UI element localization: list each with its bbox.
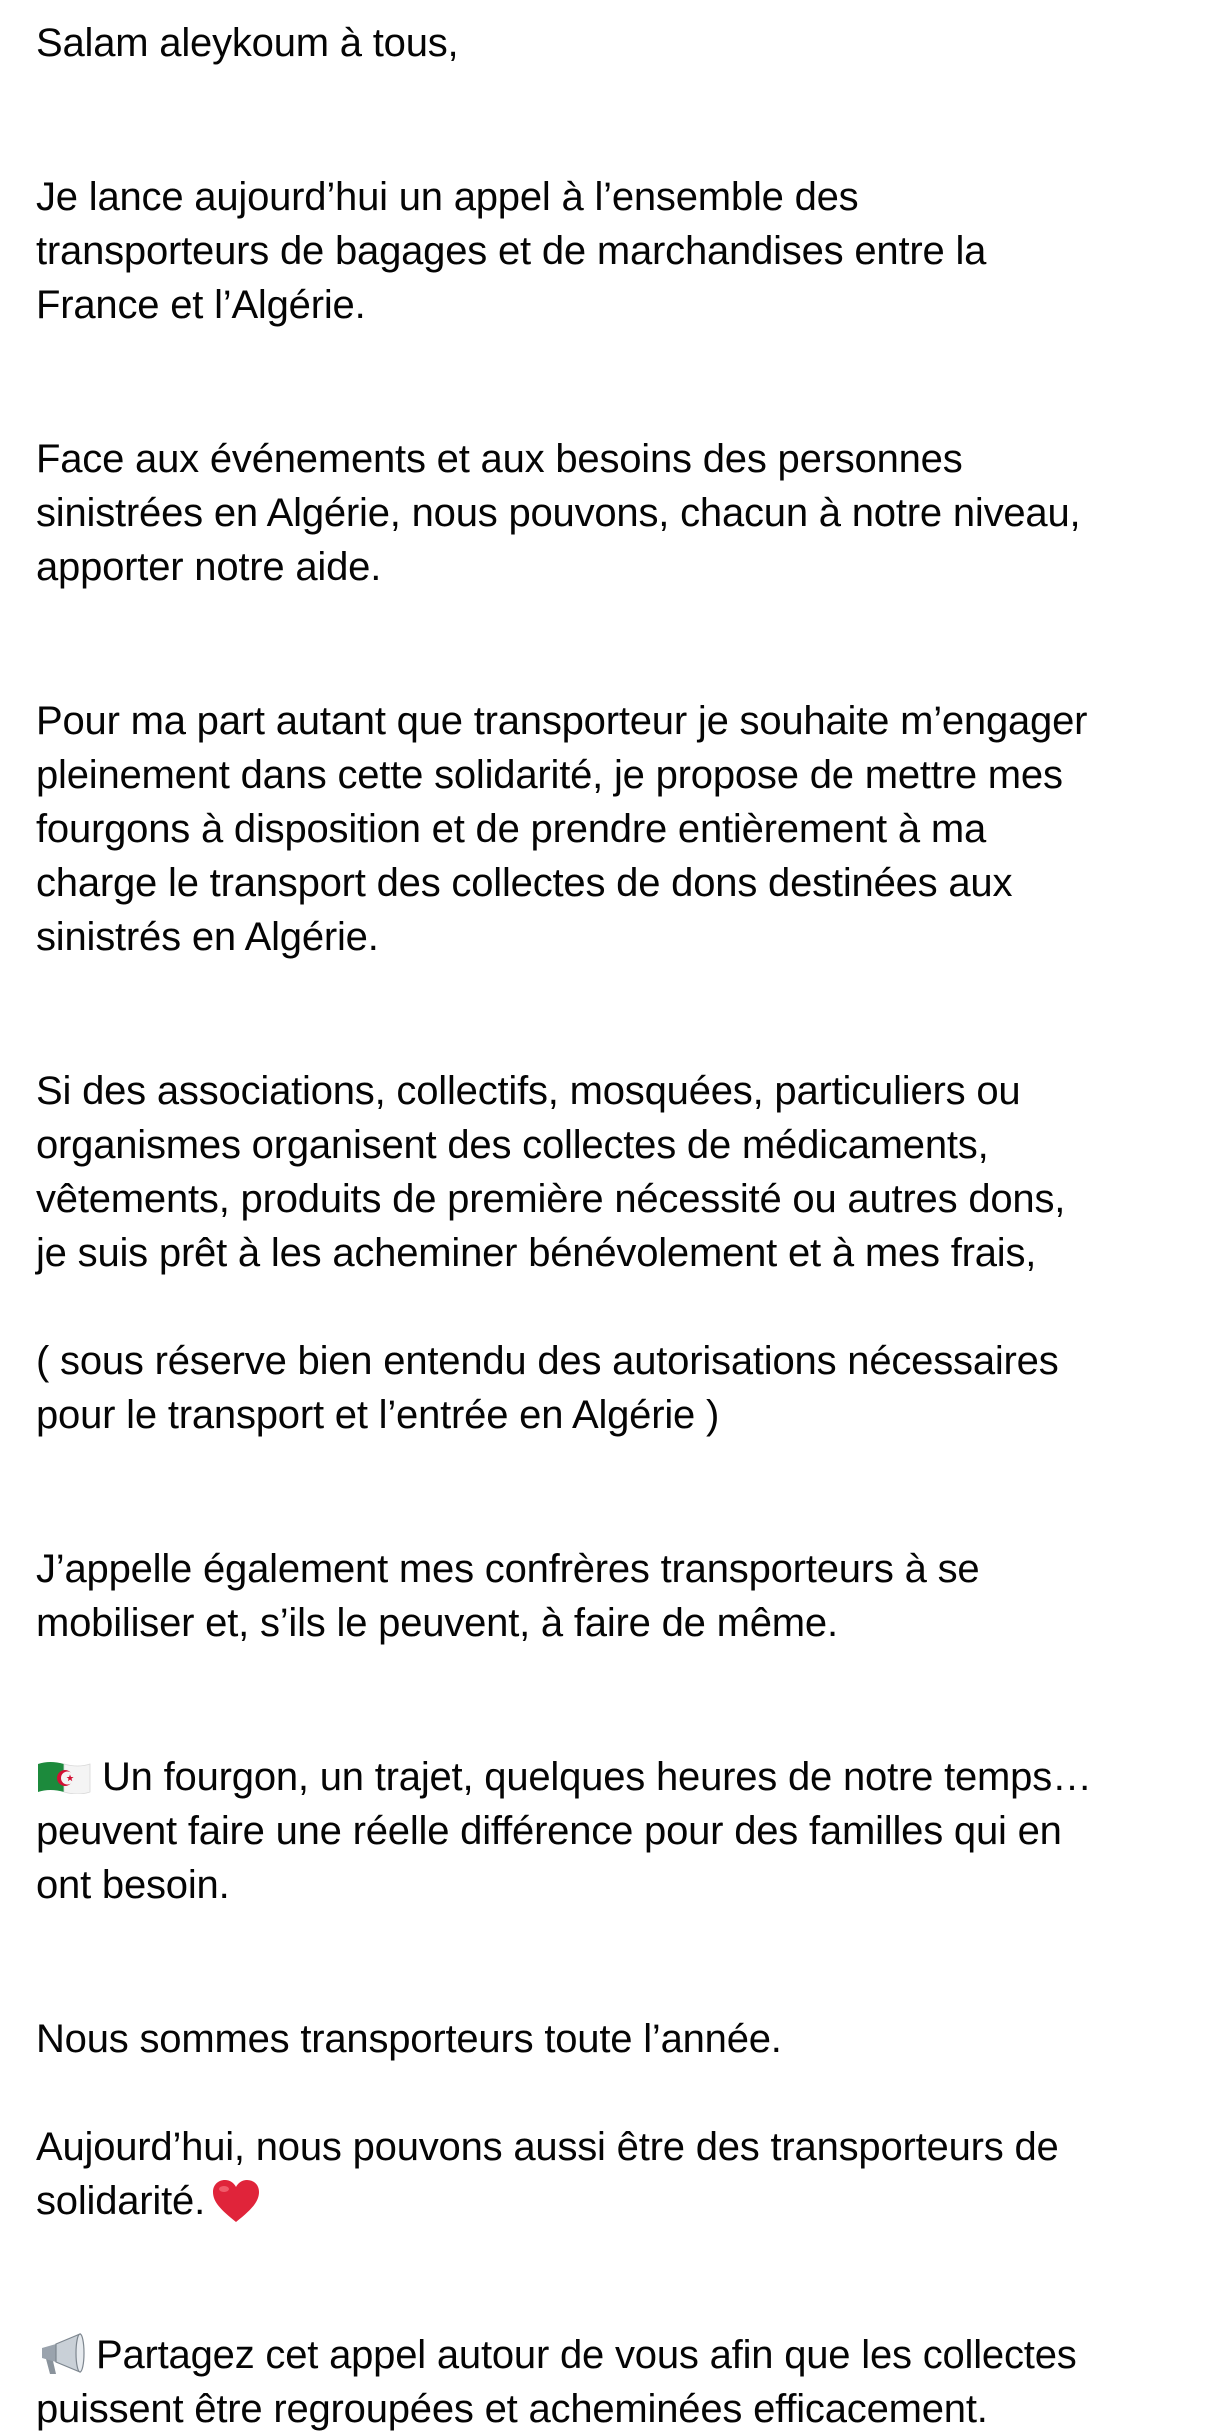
paragraph-7-line-1-text: Un fourgon, un trajet, quelques heures de notre temps… bbox=[102, 1755, 1092, 1799]
paragraph-10-line-2: puissent être regroupées et acheminées efficacement. bbox=[36, 2387, 988, 2431]
megaphone-icon bbox=[36, 2332, 88, 2378]
paragraph-6-line-1: J’appelle également mes confrères transporteurs à se bbox=[36, 1547, 980, 1591]
paragraph-2-line-2: sinistrées en Algérie, nous pouvons, chacun à notre niveau, bbox=[36, 491, 1081, 535]
paragraph-7-line-3: ont besoin. bbox=[36, 1863, 230, 1907]
paragraph-6-line-2: mobiliser et, s’ils le peuvent, à faire de même. bbox=[36, 1601, 838, 1645]
algeria-flag-icon bbox=[36, 1760, 92, 1794]
paragraph-4-line-1: Si des associations, collectifs, mosquées, particuliers ou bbox=[36, 1069, 1021, 1113]
paragraph-1-line-3: France et l’Algérie. bbox=[36, 283, 366, 327]
paragraph-3-line-5: sinistrés en Algérie. bbox=[36, 915, 379, 959]
paragraph-10-line-1 bbox=[36, 2328, 1077, 2382]
paragraph-9-line-1: Aujourd’hui, nous pouvons aussi être des transporteurs de bbox=[36, 2125, 1059, 2169]
paragraph-3-line-3: fourgons à disposition et de prendre entièrement à ma bbox=[36, 807, 986, 851]
greeting-text: Salam aleykoum à tous, bbox=[36, 21, 459, 65]
paragraph-2-line-1: Face aux événements et aux besoins des personnes bbox=[36, 437, 963, 481]
red-heart-icon bbox=[211, 2178, 261, 2224]
paragraph-4-line-3: vêtements, produits de première nécessité ou autres dons, bbox=[36, 1177, 1066, 1221]
paragraph-3-line-2: pleinement dans cette solidarité, je propose de mettre mes bbox=[36, 753, 1063, 797]
paragraph-9-line-2-text: solidarité. bbox=[36, 2179, 205, 2223]
paragraph-7-line-2: peuvent faire une réelle différence pour des familles qui en bbox=[36, 1809, 1062, 1853]
paragraph-4-line-4: je suis prêt à les acheminer bénévolement et à mes frais, bbox=[36, 1231, 1037, 1275]
paragraph-7-line-1 bbox=[36, 1750, 1092, 1804]
paragraph-3-line-1: Pour ma part autant que transporteur je souhaite m’engager bbox=[36, 699, 1088, 743]
paragraph-10-line-1-text: Partagez cet appel autour de vous afin que les collectes bbox=[96, 2333, 1077, 2377]
paragraph-2-line-3: apporter notre aide. bbox=[36, 545, 382, 589]
paragraph-1-line-1: Je lance aujourd’hui un appel à l’ensemble des bbox=[36, 175, 859, 219]
paragraph-3-line-4: charge le transport des collectes de dons destinées aux bbox=[36, 861, 1013, 905]
paragraph-1-line-2: transporteurs de bagages et de marchandises entre la bbox=[36, 229, 987, 273]
paragraph-5-line-1: ( sous réserve bien entendu des autorisations nécessaires bbox=[36, 1339, 1059, 1383]
paragraph-5-line-2: pour le transport et l’entrée en Algérie ) bbox=[36, 1393, 720, 1437]
paragraph-9-line-2 bbox=[36, 2174, 261, 2228]
paragraph-8: Nous sommes transporteurs toute l’année. bbox=[36, 2017, 782, 2061]
paragraph-4-line-2: organismes organisent des collectes de médicaments, bbox=[36, 1123, 989, 1167]
